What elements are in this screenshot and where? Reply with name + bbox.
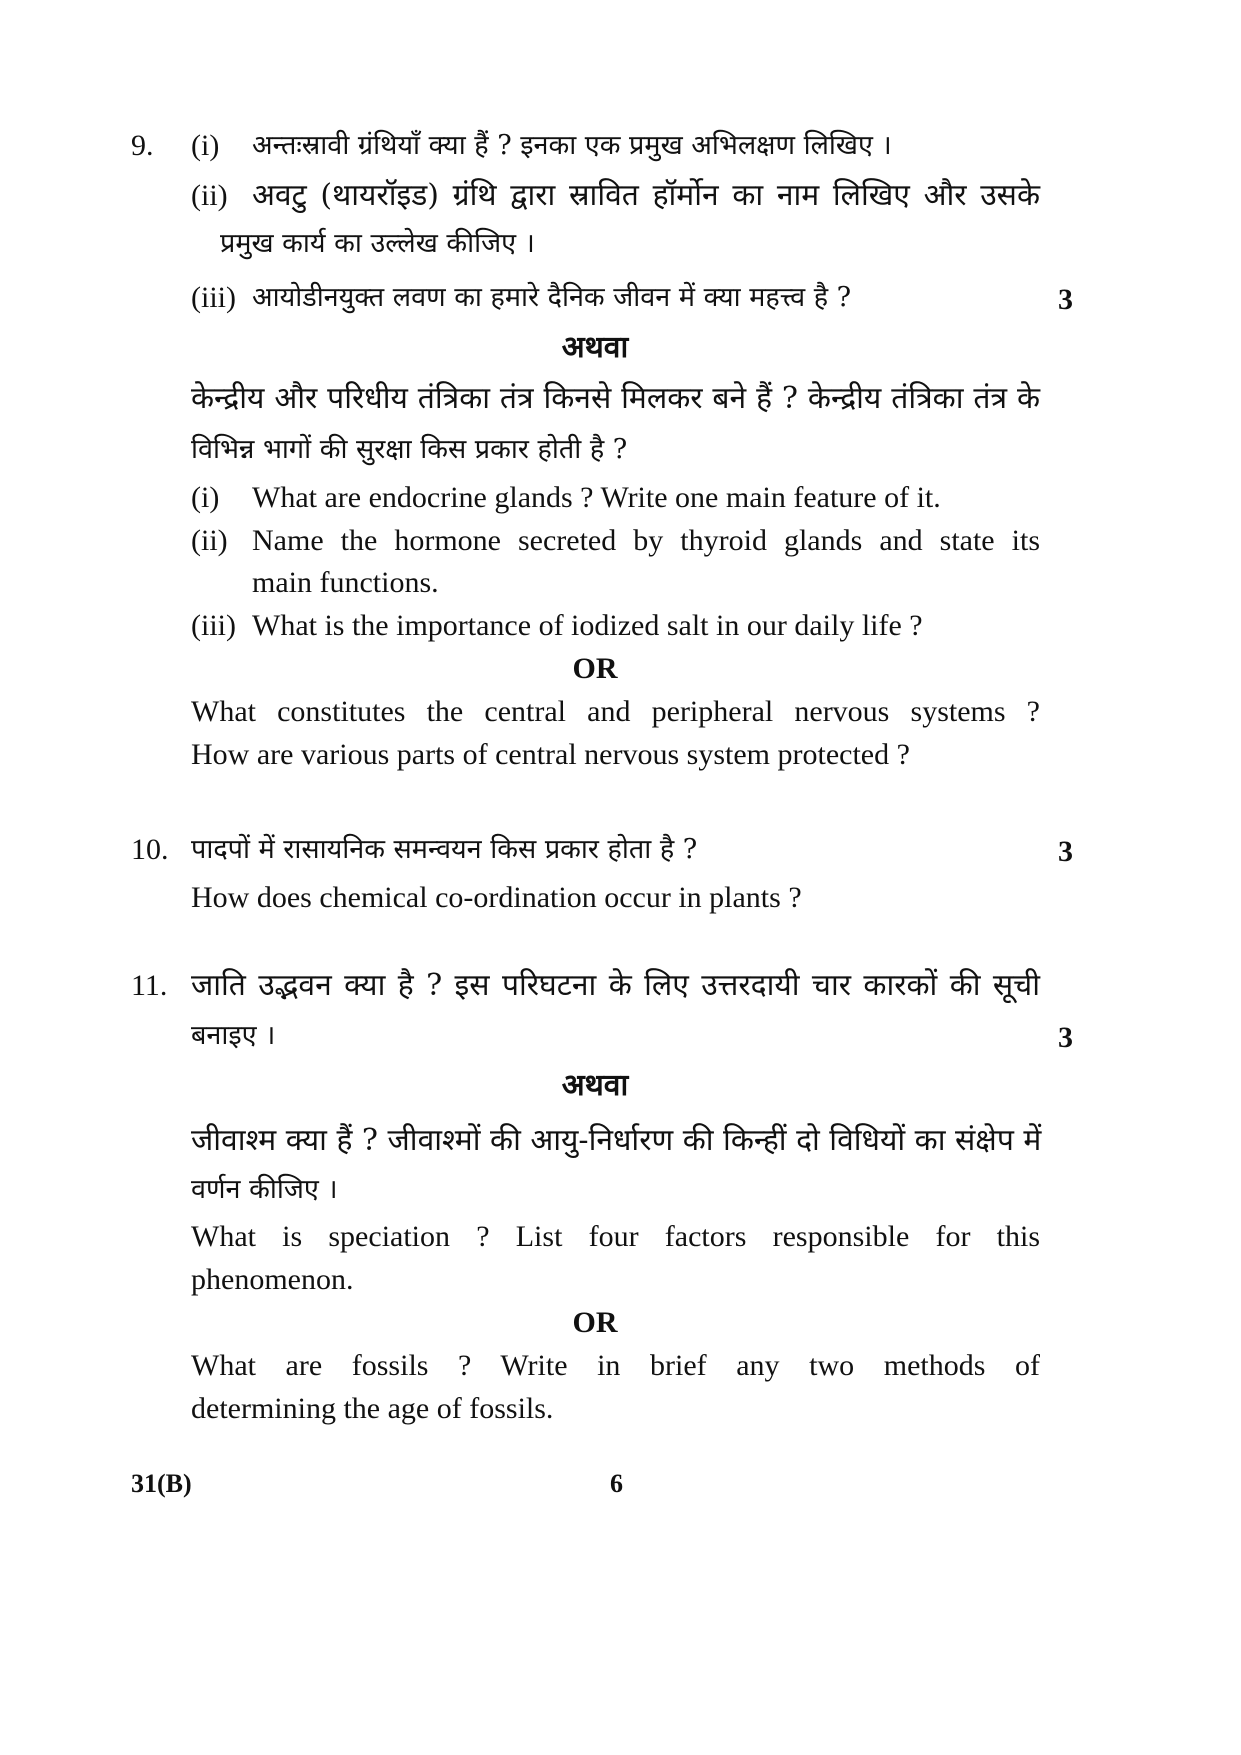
question-text-english: phenomenon. bbox=[191, 1263, 354, 1296]
question-text-english: What are fossils ? Write in brief any two methods of bbox=[191, 1349, 1040, 1382]
question-text-english: What is speciation ? List four factors responsible for this bbox=[191, 1220, 1040, 1253]
part-number: (iii) bbox=[191, 609, 236, 642]
part-number: (iii) bbox=[191, 281, 236, 314]
question-text-english: Name the hormone secreted by thyroid glands and state its bbox=[252, 524, 1040, 557]
question-text-english: main functions. bbox=[252, 566, 439, 599]
question-text-hindi: प्रमुख कार्य का उल्लेख कीजिए । bbox=[220, 228, 535, 259]
or-divider-english: OR bbox=[572, 652, 618, 685]
paper-code: 31(B) bbox=[131, 1469, 192, 1498]
question-text-hindi: पादपों में रासायनिक समन्वयन किस प्रकार होता है ? bbox=[191, 834, 698, 865]
question-text-english: What is the importance of iodized salt in our daily life ? bbox=[252, 609, 923, 642]
part-number: (ii) bbox=[191, 179, 228, 212]
question-text-hindi: आयोडीनयुक्त लवण का हमारे दैनिक जीवन में क्या महत्त्व है ? bbox=[252, 282, 852, 313]
or-divider-hindi: अथवा bbox=[561, 1068, 629, 1103]
part-number: (i) bbox=[191, 481, 220, 514]
question-text-english: determining the age of fossils. bbox=[191, 1392, 554, 1425]
marks: 3 bbox=[1058, 283, 1073, 316]
question-text-english: How are various parts of central nervous system protected ? bbox=[191, 738, 910, 771]
question-text-hindi: जीवाश्म क्या हैं ? जीवाश्मों की आयु-निर्धारण की किन्हीं दो विधियों का संक्षेप में bbox=[191, 1123, 1042, 1158]
marks: 3 bbox=[1058, 835, 1073, 868]
question-text-hindi: अवटु (थायरॉइड) ग्रंथि द्वारा स्रावित हॉर्मोन का नाम लिखिए और उसके bbox=[252, 178, 1040, 213]
question-number: 10. bbox=[131, 833, 169, 866]
question-text-hindi: वर्णन कीजिए । bbox=[191, 1174, 338, 1205]
question-text-hindi: विभिन्न भागों की सुरक्षा किस प्रकार होती है ? bbox=[191, 434, 628, 465]
question-text-english: What are endocrine glands ? Write one main feature of it. bbox=[252, 481, 941, 514]
part-number: (i) bbox=[191, 129, 220, 162]
question-text-hindi: अन्तःस्रावी ग्रंथियाँ क्या हैं ? इनका एक प्रमुख अभिलक्षण लिखिए । bbox=[252, 130, 892, 161]
question-number: 11. bbox=[131, 969, 168, 1002]
or-divider-english: OR bbox=[572, 1306, 618, 1339]
or-divider-hindi: अथवा bbox=[561, 330, 629, 365]
page-number: 6 bbox=[610, 1469, 623, 1498]
question-text-hindi: बनाइए । bbox=[191, 1020, 276, 1051]
marks: 3 bbox=[1058, 1021, 1073, 1054]
question-number: 9. bbox=[131, 129, 154, 162]
part-number: (ii) bbox=[191, 524, 228, 557]
question-text-english: How does chemical co-ordination occur in plants ? bbox=[191, 881, 802, 914]
question-text-english: What constitutes the central and peripheral nervous systems ? bbox=[191, 695, 1040, 728]
question-text-hindi: केन्द्रीय और परिधीय तंत्रिका तंत्र किनसे मिलकर बने हैं ? केन्द्रीय तंत्रिका तंत्र के bbox=[191, 381, 1040, 416]
question-text-hindi: जाति उद्भवन क्या है ? इस परिघटना के लिए उत्तरदायी चार कारकों की सूची bbox=[191, 968, 1040, 1003]
